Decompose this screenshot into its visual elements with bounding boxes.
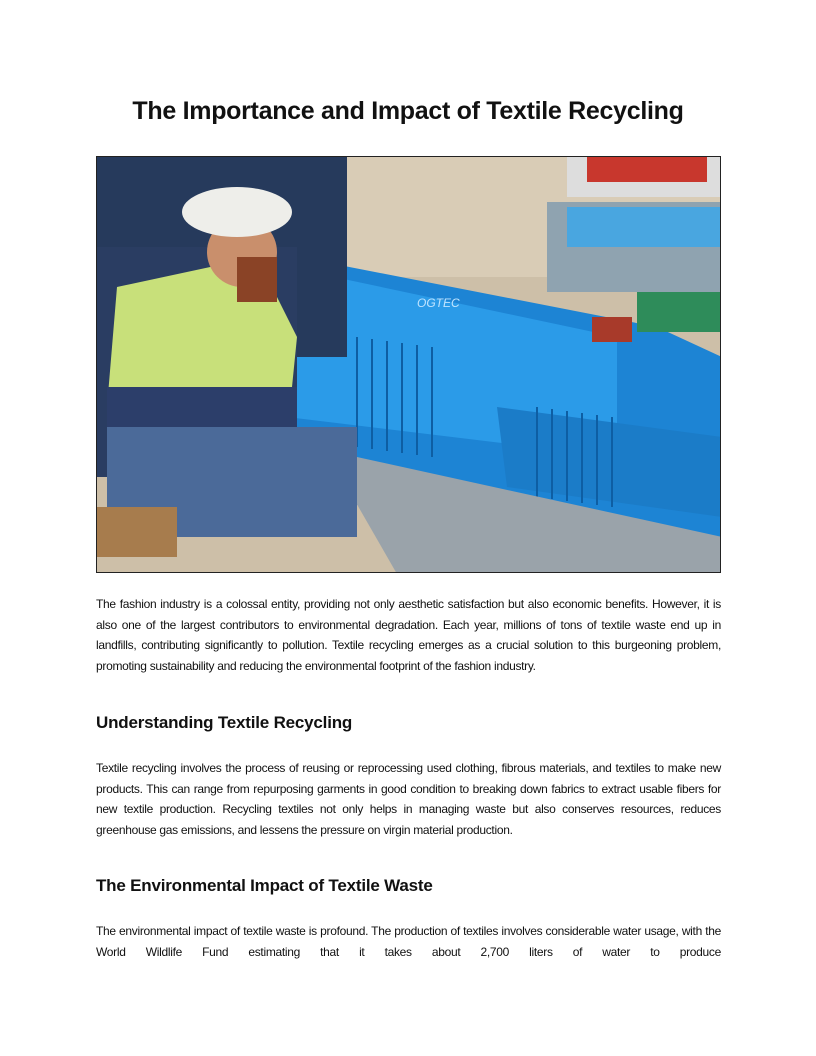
worker-recycling-machine-photo <box>96 156 721 573</box>
photo-illustration <box>97 157 721 573</box>
section-heading-environmental-impact: The Environmental Impact of Textile Waste <box>96 876 433 895</box>
understanding-paragraph: Textile recycling involves the process of reusing or reprocessing used clothing, fibrous materials, and textiles to make new products. This can range from repurposing garments in good condition to breaking down fabrics to extract usable fibers for new textile production. Recycling textiles not only helps in managing waste but also conserves resources, reduces greenhouse gas emissions, and lessens the pressure on virgin material production. <box>96 761 721 838</box>
document-title: The Importance and Impact of Textile Recycling <box>132 97 684 125</box>
section-heading-understanding: Understanding Textile Recycling <box>96 713 353 732</box>
machine-label: OGTEC <box>417 296 460 310</box>
environmental-impact-paragraph: The environmental impact of textile waste is profound. The production of textiles involves considerable water usage, with the World Wildlife Fund estimating that it takes about 2,700 liters of water to produce <box>96 924 721 959</box>
intro-paragraph: The fashion industry is a colossal entity, providing not only aesthetic satisfaction but also economic benefits. However, it is also one of the largest contributors to environmental degradation. Each year, millions of tons of textile waste end up in landfills, contributing significantly to pollution. Textile recycling emerges as a crucial solution to this burgeoning problem, promoting sustainability and reducing the environmental footprint of the fashion industry. <box>96 597 721 674</box>
